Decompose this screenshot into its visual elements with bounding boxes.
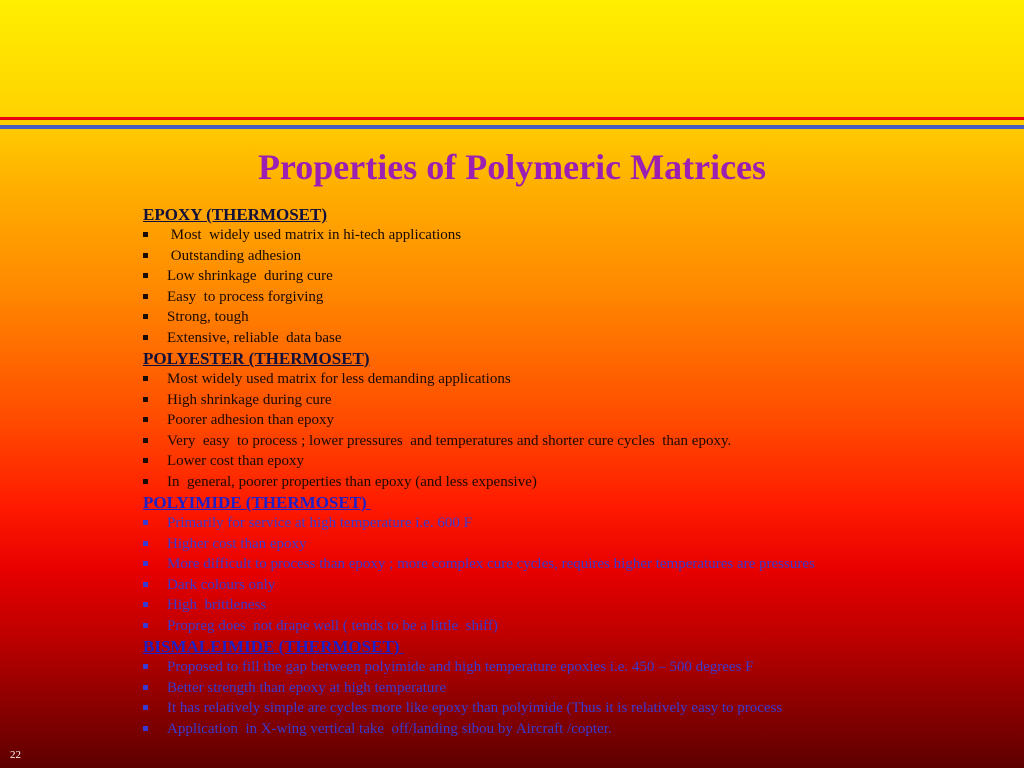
list-item: Higher cost than epoxy: [143, 534, 1013, 555]
list-item: It has relatively simple are cycles more like epoxy than polyimide (Thus it is relatively easy to process: [143, 698, 1013, 719]
slide-title: Properties of Polymeric Matrices: [257, 147, 767, 187]
bullet-square-icon: [143, 602, 148, 607]
list-item: Application in X-wing vertical take off/landing sibou by Aircraft /copter.: [143, 719, 1013, 740]
list-item: Primarily for service at high temperature i.e. 600 F: [143, 513, 1013, 534]
header-rule-red: [0, 117, 1024, 120]
bullet-square-icon: [143, 541, 148, 546]
bullet-square-icon: [143, 232, 148, 237]
section-bismaleimide: [143, 637, 1013, 739]
list-item: High brittleness: [143, 595, 1013, 616]
list-item: In general, poorer properties than epoxy (and less expensive): [143, 472, 1013, 493]
bullet-square-icon: [143, 705, 148, 710]
bullet-list: [143, 225, 1013, 348]
bullet-square-icon: [143, 335, 148, 340]
section-heading: POLYIMIDE (THERMOSET): [143, 493, 371, 512]
bullet-square-icon: [143, 582, 148, 587]
list-item: Low shrinkage during cure: [143, 266, 1013, 287]
section-polyimide: [143, 493, 1013, 636]
section-heading: POLYESTER (THERMOSET): [143, 349, 370, 368]
list-item: Extensive, reliable data base: [143, 328, 1013, 349]
bullet-list: [143, 513, 1013, 636]
list-item: Propreg does not drape well ( tends to be a little shiff): [143, 616, 1013, 637]
bullet-square-icon: [143, 397, 148, 402]
bullet-square-icon: [143, 294, 148, 299]
list-item: Most widely used matrix for less demanding applications: [143, 369, 1013, 390]
bullet-square-icon: [143, 273, 148, 278]
bullet-list: [143, 369, 1013, 492]
bullet-square-icon: [143, 561, 148, 566]
bullet-square-icon: [143, 458, 148, 463]
list-item: Dark colours only: [143, 575, 1013, 596]
section-polyester: [143, 349, 1013, 492]
bullet-square-icon: [143, 685, 148, 690]
bullet-square-icon: [143, 314, 148, 319]
section-heading: EPOXY (THERMOSET): [143, 205, 328, 224]
bullet-square-icon: [143, 664, 148, 669]
list-item: Proposed to fill the gap between polyimide and high temperature epoxies i.e. 450 – 500 degrees F: [143, 657, 1013, 678]
bullet-square-icon: [143, 520, 148, 525]
slide-page-number: 22: [10, 749, 21, 761]
bullet-square-icon: [143, 623, 148, 628]
list-item: High shrinkage during cure: [143, 390, 1013, 411]
bullet-square-icon: [143, 417, 148, 422]
bullet-square-icon: [143, 479, 148, 484]
bullet-list: [143, 657, 1013, 739]
list-item: Outstanding adhesion: [143, 246, 1013, 267]
list-item: Poorer adhesion than epoxy: [143, 410, 1013, 431]
list-item: Lower cost than epoxy: [143, 451, 1013, 472]
section-epoxy: [143, 205, 1013, 348]
bullet-square-icon: [143, 438, 148, 443]
list-item: Most widely used matrix in hi-tech applications: [143, 225, 1013, 246]
list-item: Very easy to process ; lower pressures and temperatures and shorter cure cycles than epoxy.: [143, 431, 1013, 452]
bullet-square-icon: [143, 253, 148, 258]
bullet-square-icon: [143, 726, 148, 731]
list-item: Easy to process forgiving: [143, 287, 1013, 308]
list-item: Better strength than epoxy at high temperature: [143, 678, 1013, 699]
bullet-square-icon: [143, 376, 148, 381]
list-item: Strong, tough: [143, 307, 1013, 328]
slide-content: [143, 204, 1013, 739]
section-heading: BISMALEIMIDE (THERMOSET): [143, 637, 404, 656]
header-rule-blue: [0, 125, 1024, 129]
list-item: More difficult to process than epoxy ; more complex cure cycles, requires higher temperatures are pressures: [143, 554, 1013, 575]
